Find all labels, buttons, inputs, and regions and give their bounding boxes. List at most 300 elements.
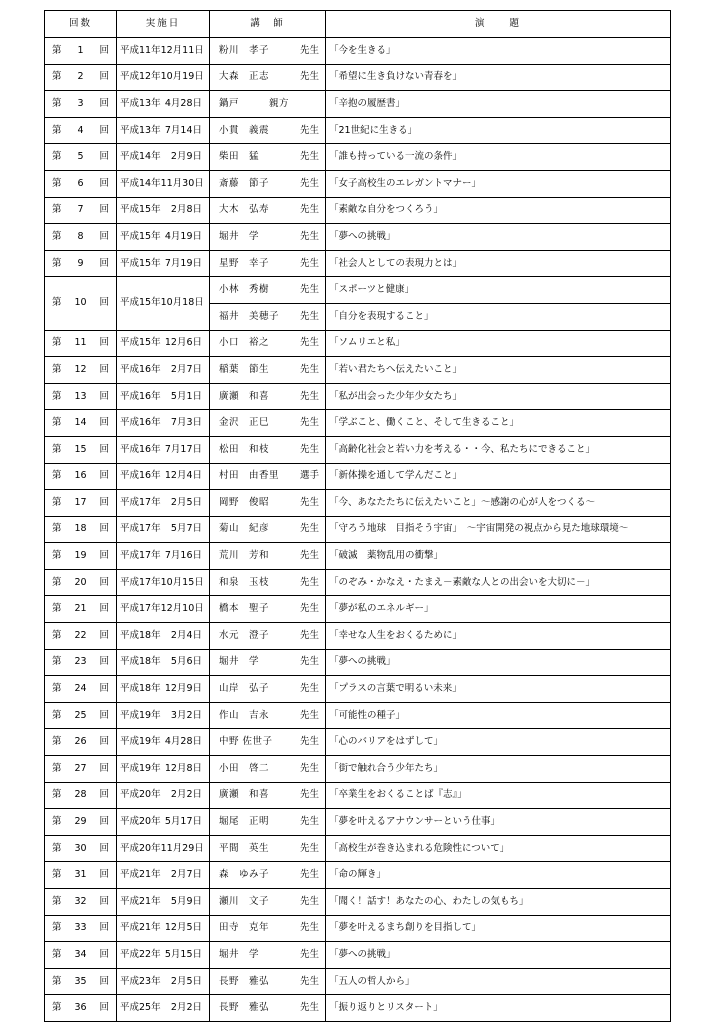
session-number-cell — [45, 250, 117, 277]
lecturer-role: 先生 — [299, 44, 319, 56]
lecture-title: 「高校生が巻き込まれる危険性について」 — [326, 835, 671, 862]
lecturer-role: 選手 — [299, 470, 319, 482]
lecturer-name: 平間 英生 — [219, 842, 270, 854]
date-cell — [117, 543, 210, 570]
date-cell — [117, 516, 210, 543]
ordinal-prefix: 第 — [52, 71, 62, 83]
date-month-day: 12月8日 — [164, 762, 202, 774]
header-date: 実施日 — [117, 11, 210, 38]
ordinal-prefix: 第 — [52, 124, 62, 136]
lecturer-role: 先生 — [299, 1002, 319, 1014]
header-title: 演 題 — [326, 11, 671, 38]
session-number: 11 — [74, 337, 87, 349]
table-row — [45, 809, 671, 836]
lecturer-cell — [210, 995, 326, 1022]
session-number-cell — [45, 64, 117, 91]
lecturer-role: 先生 — [299, 975, 319, 987]
lecturer-role: 先生 — [299, 816, 319, 828]
session-number-cell — [45, 623, 117, 650]
session-number: 28 — [74, 789, 87, 801]
date-era: 平成16年 — [120, 470, 161, 482]
date-month-day: 5月15日 — [164, 948, 202, 960]
lecture-title: 「21世紀に生きる」 — [326, 117, 671, 144]
lecture-title: 「社会人としての表現力とは」 — [326, 250, 671, 277]
session-number: 26 — [74, 736, 87, 748]
table-row — [45, 623, 671, 650]
date-era: 平成17年 — [120, 603, 161, 615]
table-row — [45, 277, 671, 304]
session-number: 18 — [74, 523, 87, 535]
lecturer-role: 先生 — [299, 257, 319, 269]
ordinal-suffix: 回 — [99, 44, 109, 56]
date-era: 平成16年 — [120, 363, 161, 375]
lecture-title: 「スポーツと健康」 — [326, 277, 671, 304]
lecturer-cell — [210, 38, 326, 65]
ordinal-suffix: 回 — [99, 922, 109, 934]
date-month-day: 4月28日 — [164, 736, 202, 748]
ordinal-prefix: 第 — [52, 230, 62, 242]
ordinal-prefix: 第 — [52, 151, 62, 163]
ordinal-suffix: 回 — [99, 97, 109, 109]
table-row — [45, 197, 671, 224]
session-number-cell — [45, 516, 117, 543]
session-number-cell — [45, 702, 117, 729]
date-month-day: 2月4日 — [170, 629, 202, 641]
lecturer-cell — [210, 250, 326, 277]
lecture-title: 「幸せな人生をおくるために」 — [326, 623, 671, 650]
lecturer-cell — [210, 144, 326, 171]
date-month-day: 7月16日 — [164, 550, 202, 562]
date-era: 平成14年 — [120, 177, 161, 189]
lecturer-name: 斎藤 節子 — [219, 177, 270, 189]
session-number-cell — [45, 91, 117, 118]
lecturer-name: 小貫 義震 — [219, 124, 270, 136]
date-cell — [117, 569, 210, 596]
ordinal-suffix: 回 — [99, 842, 109, 854]
lecturer-role: 先生 — [299, 842, 319, 854]
ordinal-prefix: 第 — [52, 417, 62, 429]
lecture-title: 「卒業生をおくることば『志』」 — [326, 782, 671, 809]
date-cell — [117, 729, 210, 756]
lecturer-cell — [210, 702, 326, 729]
ordinal-suffix: 回 — [99, 151, 109, 163]
lecturer-name: 福井 美穂子 — [219, 310, 280, 322]
lecturer-cell — [210, 357, 326, 384]
lecturer-cell — [210, 889, 326, 916]
date-month-day: 2月2日 — [170, 789, 202, 801]
date-era: 平成19年 — [120, 709, 161, 721]
lecturer-cell — [210, 117, 326, 144]
session-number-cell — [45, 915, 117, 942]
ordinal-prefix: 第 — [52, 656, 62, 668]
lecturer-cell — [210, 915, 326, 942]
date-era: 平成21年 — [120, 922, 161, 934]
lecturer-role: 先生 — [299, 337, 319, 349]
date-era: 平成17年 — [120, 523, 161, 535]
session-number: 29 — [74, 816, 87, 828]
lecturer-cell — [210, 91, 326, 118]
lecturer-name: 田寺 克年 — [219, 922, 270, 934]
date-era: 平成20年 — [120, 816, 161, 828]
lecturer-cell — [210, 756, 326, 783]
ordinal-suffix: 回 — [99, 443, 109, 455]
session-number-cell — [45, 968, 117, 995]
ordinal-suffix: 回 — [99, 177, 109, 189]
lecturer-role: 先生 — [299, 230, 319, 242]
session-number: 8 — [77, 230, 84, 242]
ordinal-suffix: 回 — [99, 576, 109, 588]
session-number-cell — [45, 756, 117, 783]
date-month-day: 5月6日 — [170, 656, 202, 668]
lecturer-cell — [210, 596, 326, 623]
lecture-title: 「高齢化社会と若い力を考える・・今、私たちにできること」 — [326, 436, 671, 463]
session-number-cell — [45, 490, 117, 517]
ordinal-prefix: 第 — [52, 736, 62, 748]
lecturer-cell — [210, 729, 326, 756]
ordinal-suffix: 回 — [99, 204, 109, 216]
date-era: 平成17年 — [120, 576, 161, 588]
ordinal-suffix: 回 — [99, 656, 109, 668]
date-era: 平成21年 — [120, 869, 161, 881]
table-row — [45, 436, 671, 463]
lecturer-name: 堀尾 正明 — [219, 816, 270, 828]
session-number: 6 — [77, 177, 84, 189]
lecturer-name: 星野 幸子 — [219, 257, 270, 269]
session-number: 24 — [74, 683, 87, 695]
session-number: 27 — [74, 762, 87, 774]
ordinal-prefix: 第 — [52, 576, 62, 588]
ordinal-suffix: 回 — [99, 71, 109, 83]
ordinal-suffix: 回 — [99, 496, 109, 508]
ordinal-prefix: 第 — [52, 177, 62, 189]
header-row — [45, 11, 671, 38]
ordinal-suffix: 回 — [99, 363, 109, 375]
session-number-cell — [45, 543, 117, 570]
date-month-day: 2月9日 — [170, 151, 202, 163]
session-number-cell — [45, 436, 117, 463]
lecturer-name: 岡野 俊昭 — [219, 496, 270, 508]
lecturer-role: 先生 — [299, 550, 319, 562]
lecture-title: 「希望に生き負けない青春を」 — [326, 64, 671, 91]
date-month-day: 12月6日 — [164, 337, 202, 349]
lecture-title: 「辛抱の履歴書」 — [326, 91, 671, 118]
date-month-day: 2月5日 — [170, 975, 202, 987]
ordinal-prefix: 第 — [52, 297, 62, 309]
lecturer-cell — [210, 330, 326, 357]
lecturer-cell — [210, 516, 326, 543]
date-cell — [117, 995, 210, 1022]
session-number-cell — [45, 410, 117, 437]
ordinal-prefix: 第 — [52, 762, 62, 774]
date-cell — [117, 38, 210, 65]
lecturer-role: 先生 — [299, 683, 319, 695]
date-cell — [117, 410, 210, 437]
session-number-cell — [45, 809, 117, 836]
lecturer-name: 菊山 紀彦 — [219, 523, 270, 535]
date-era: 平成13年 — [120, 97, 161, 109]
date-month-day: 2月5日 — [170, 496, 202, 508]
date-month-day: 7月19日 — [164, 257, 202, 269]
date-cell — [117, 64, 210, 91]
lecturer-name: 廣瀬 和喜 — [219, 789, 270, 801]
session-number-cell — [45, 224, 117, 251]
ordinal-prefix: 第 — [52, 443, 62, 455]
date-cell — [117, 463, 210, 490]
lecturer-cell — [210, 170, 326, 197]
lecturer-role: 先生 — [299, 576, 319, 588]
lecturer-name: 長野 雅弘 — [219, 1002, 270, 1014]
date-cell — [117, 862, 210, 889]
lecturer-cell — [210, 410, 326, 437]
ordinal-prefix: 第 — [52, 496, 62, 508]
session-number-cell — [45, 649, 117, 676]
lecturer-role: 先生 — [299, 204, 319, 216]
session-number-cell — [45, 862, 117, 889]
table-row — [45, 968, 671, 995]
session-number-cell — [45, 995, 117, 1022]
date-era: 平成15年 — [120, 257, 161, 269]
date-month-day: 2月2日 — [170, 1002, 202, 1014]
date-cell — [117, 383, 210, 410]
table-row — [45, 995, 671, 1022]
date-cell — [117, 968, 210, 995]
ordinal-prefix: 第 — [52, 922, 62, 934]
lecturer-name: 鍋戸 親方 — [219, 97, 290, 109]
ordinal-suffix: 回 — [99, 337, 109, 349]
lecture-title: 「若い君たちへ伝えたいこと」 — [326, 357, 671, 384]
lecturer-role: 先生 — [299, 284, 319, 296]
ordinal-suffix: 回 — [99, 762, 109, 774]
date-era: 平成20年 — [120, 842, 161, 854]
table-row — [45, 463, 671, 490]
session-number: 20 — [74, 576, 87, 588]
lecturer-role: 先生 — [299, 443, 319, 455]
lecturer-cell — [210, 835, 326, 862]
date-month-day: 5月7日 — [170, 523, 202, 535]
session-number-cell — [45, 569, 117, 596]
date-cell — [117, 277, 210, 330]
table-row — [45, 649, 671, 676]
date-month-day: 10月15日 — [160, 576, 204, 588]
lecturer-cell — [210, 277, 326, 304]
date-cell — [117, 889, 210, 916]
date-month-day: 3月2日 — [170, 709, 202, 721]
lecture-title: 「今、あなたたちに伝えたいこと」～感謝の心が人をつくる～ — [326, 490, 671, 517]
lecturer-cell — [210, 197, 326, 224]
ordinal-suffix: 回 — [99, 523, 109, 535]
lecturer-cell — [210, 968, 326, 995]
lecturer-role: 先生 — [299, 656, 319, 668]
table-row — [45, 915, 671, 942]
lecture-title: 「振り返りとリスタート」 — [326, 995, 671, 1022]
date-era: 平成20年 — [120, 789, 161, 801]
session-number: 21 — [74, 603, 87, 615]
date-era: 平成17年 — [120, 496, 161, 508]
ordinal-prefix: 第 — [52, 1002, 62, 1014]
date-month-day: 10月18日 — [160, 297, 204, 309]
lecturer-name: 稲葉 節生 — [219, 363, 270, 375]
session-number-cell — [45, 729, 117, 756]
date-cell — [117, 835, 210, 862]
lecturer-name: 橋本 聖子 — [219, 603, 270, 615]
ordinal-prefix: 第 — [52, 869, 62, 881]
session-number: 12 — [74, 363, 87, 375]
table-row — [45, 756, 671, 783]
lecturer-cell — [210, 490, 326, 517]
session-number-cell — [45, 782, 117, 809]
lecturer-role: 先生 — [299, 124, 319, 136]
date-era: 平成11年 — [120, 44, 161, 56]
session-number-cell — [45, 383, 117, 410]
session-number: 16 — [74, 470, 87, 482]
date-cell — [117, 676, 210, 703]
session-number-cell — [45, 170, 117, 197]
lecturer-role: 先生 — [299, 789, 319, 801]
session-number: 5 — [77, 151, 84, 163]
session-number: 35 — [74, 975, 87, 987]
lecturer-name: 大木 弘寿 — [219, 204, 270, 216]
ordinal-prefix: 第 — [52, 816, 62, 828]
ordinal-prefix: 第 — [52, 603, 62, 615]
date-era: 平成12年 — [120, 71, 161, 83]
lecturer-cell — [210, 623, 326, 650]
ordinal-suffix: 回 — [99, 816, 109, 828]
ordinal-prefix: 第 — [52, 97, 62, 109]
ordinal-suffix: 回 — [99, 390, 109, 402]
session-number-cell — [45, 144, 117, 171]
ordinal-suffix: 回 — [99, 550, 109, 562]
lecturer-name: 山岸 弘子 — [219, 683, 270, 695]
table-body — [45, 38, 671, 1022]
table-row — [45, 862, 671, 889]
session-number: 33 — [74, 922, 87, 934]
table-row — [45, 144, 671, 171]
lecture-title: 「女子高校生のエレガントマナー」 — [326, 170, 671, 197]
lecturer-name: 森 ゆみ子 — [219, 869, 270, 881]
date-month-day: 12月5日 — [164, 922, 202, 934]
ordinal-suffix: 回 — [99, 603, 109, 615]
ordinal-prefix: 第 — [52, 948, 62, 960]
lecturer-name: 粉川 孝子 — [219, 44, 270, 56]
lecturer-cell — [210, 809, 326, 836]
date-month-day: 2月7日 — [170, 869, 202, 881]
lecture-title: 「私が出会った少年少女たち」 — [326, 383, 671, 410]
table-row — [45, 543, 671, 570]
lecturer-role: 先生 — [299, 762, 319, 774]
session-number-cell — [45, 330, 117, 357]
session-number: 14 — [74, 417, 87, 429]
lecture-title: 「のぞみ・かなえ・たまえ－素敵な人との出会いを大切に－」 — [326, 569, 671, 596]
table-row — [45, 490, 671, 517]
session-number-cell — [45, 38, 117, 65]
ordinal-prefix: 第 — [52, 470, 62, 482]
lecturer-name: 瀬川 文子 — [219, 895, 270, 907]
lecture-title: 「夢を叶えるまち創りを目指して」 — [326, 915, 671, 942]
session-number: 1 — [77, 44, 84, 56]
date-era: 平成15年 — [120, 337, 161, 349]
session-number-cell — [45, 676, 117, 703]
session-number: 10 — [74, 297, 87, 309]
session-number: 32 — [74, 895, 87, 907]
lecturer-cell — [210, 436, 326, 463]
table-row — [45, 596, 671, 623]
session-number: 25 — [74, 709, 87, 721]
lecturer-name: 金沢 正巳 — [219, 417, 270, 429]
ordinal-prefix: 第 — [52, 363, 62, 375]
lecturer-name: 大森 正志 — [219, 71, 270, 83]
ordinal-prefix: 第 — [52, 683, 62, 695]
ordinal-suffix: 回 — [99, 683, 109, 695]
session-number: 23 — [74, 656, 87, 668]
date-era: 平成15年 — [120, 204, 161, 216]
table-row — [45, 782, 671, 809]
table-row — [45, 729, 671, 756]
lecturer-name: 和泉 玉枝 — [219, 576, 270, 588]
date-era: 平成23年 — [120, 975, 161, 987]
date-era: 平成22年 — [120, 948, 161, 960]
lecturer-name: 村田 由香里 — [219, 470, 280, 482]
ordinal-suffix: 回 — [99, 629, 109, 641]
session-number-cell — [45, 942, 117, 969]
lecture-title: 「破滅 薬物乱用の衝撃」 — [326, 543, 671, 570]
date-cell — [117, 490, 210, 517]
ordinal-suffix: 回 — [99, 230, 109, 242]
lecturer-role: 先生 — [299, 523, 319, 535]
date-cell — [117, 436, 210, 463]
ordinal-prefix: 第 — [52, 523, 62, 535]
session-number: 13 — [74, 390, 87, 402]
lecturer-name: 堀井 学 — [219, 230, 260, 242]
lecturer-role: 先生 — [299, 363, 319, 375]
lecturer-role: 先生 — [299, 177, 319, 189]
ordinal-suffix: 回 — [99, 869, 109, 881]
lecturer-role: 先生 — [299, 496, 319, 508]
lecture-title: 「心のバリアをはずして」 — [326, 729, 671, 756]
date-cell — [117, 144, 210, 171]
date-era: 平成18年 — [120, 683, 161, 695]
table-row — [45, 702, 671, 729]
lecturer-role: 先生 — [299, 895, 319, 907]
lecture-title: 「誰も持っている一流の条件」 — [326, 144, 671, 171]
lecture-title: 「学ぶこと、働くこと、そして生きること」 — [326, 410, 671, 437]
session-number: 15 — [74, 443, 87, 455]
table-row — [45, 357, 671, 384]
date-month-day: 11月30日 — [160, 177, 204, 189]
lecture-title: 「夢への挑戦」 — [326, 224, 671, 251]
session-number: 2 — [77, 71, 84, 83]
lecturer-cell — [210, 224, 326, 251]
date-cell — [117, 357, 210, 384]
ordinal-suffix: 回 — [99, 948, 109, 960]
date-era: 平成19年 — [120, 736, 161, 748]
lecture-title: 「今を生きる」 — [326, 38, 671, 65]
ordinal-prefix: 第 — [52, 895, 62, 907]
ordinal-prefix: 第 — [52, 550, 62, 562]
table-row — [45, 224, 671, 251]
lecturer-role: 先生 — [299, 736, 319, 748]
session-number: 30 — [74, 842, 87, 854]
ordinal-suffix: 回 — [99, 736, 109, 748]
date-era: 平成15年 — [120, 297, 161, 309]
lecturer-name: 中野 佐世子 — [219, 736, 273, 748]
ordinal-prefix: 第 — [52, 257, 62, 269]
date-era: 平成18年 — [120, 629, 161, 641]
date-era: 平成14年 — [120, 151, 161, 163]
date-month-day: 5月1日 — [170, 390, 202, 402]
lecturer-cell — [210, 942, 326, 969]
lecturer-role: 先生 — [299, 390, 319, 402]
session-number-cell — [45, 117, 117, 144]
